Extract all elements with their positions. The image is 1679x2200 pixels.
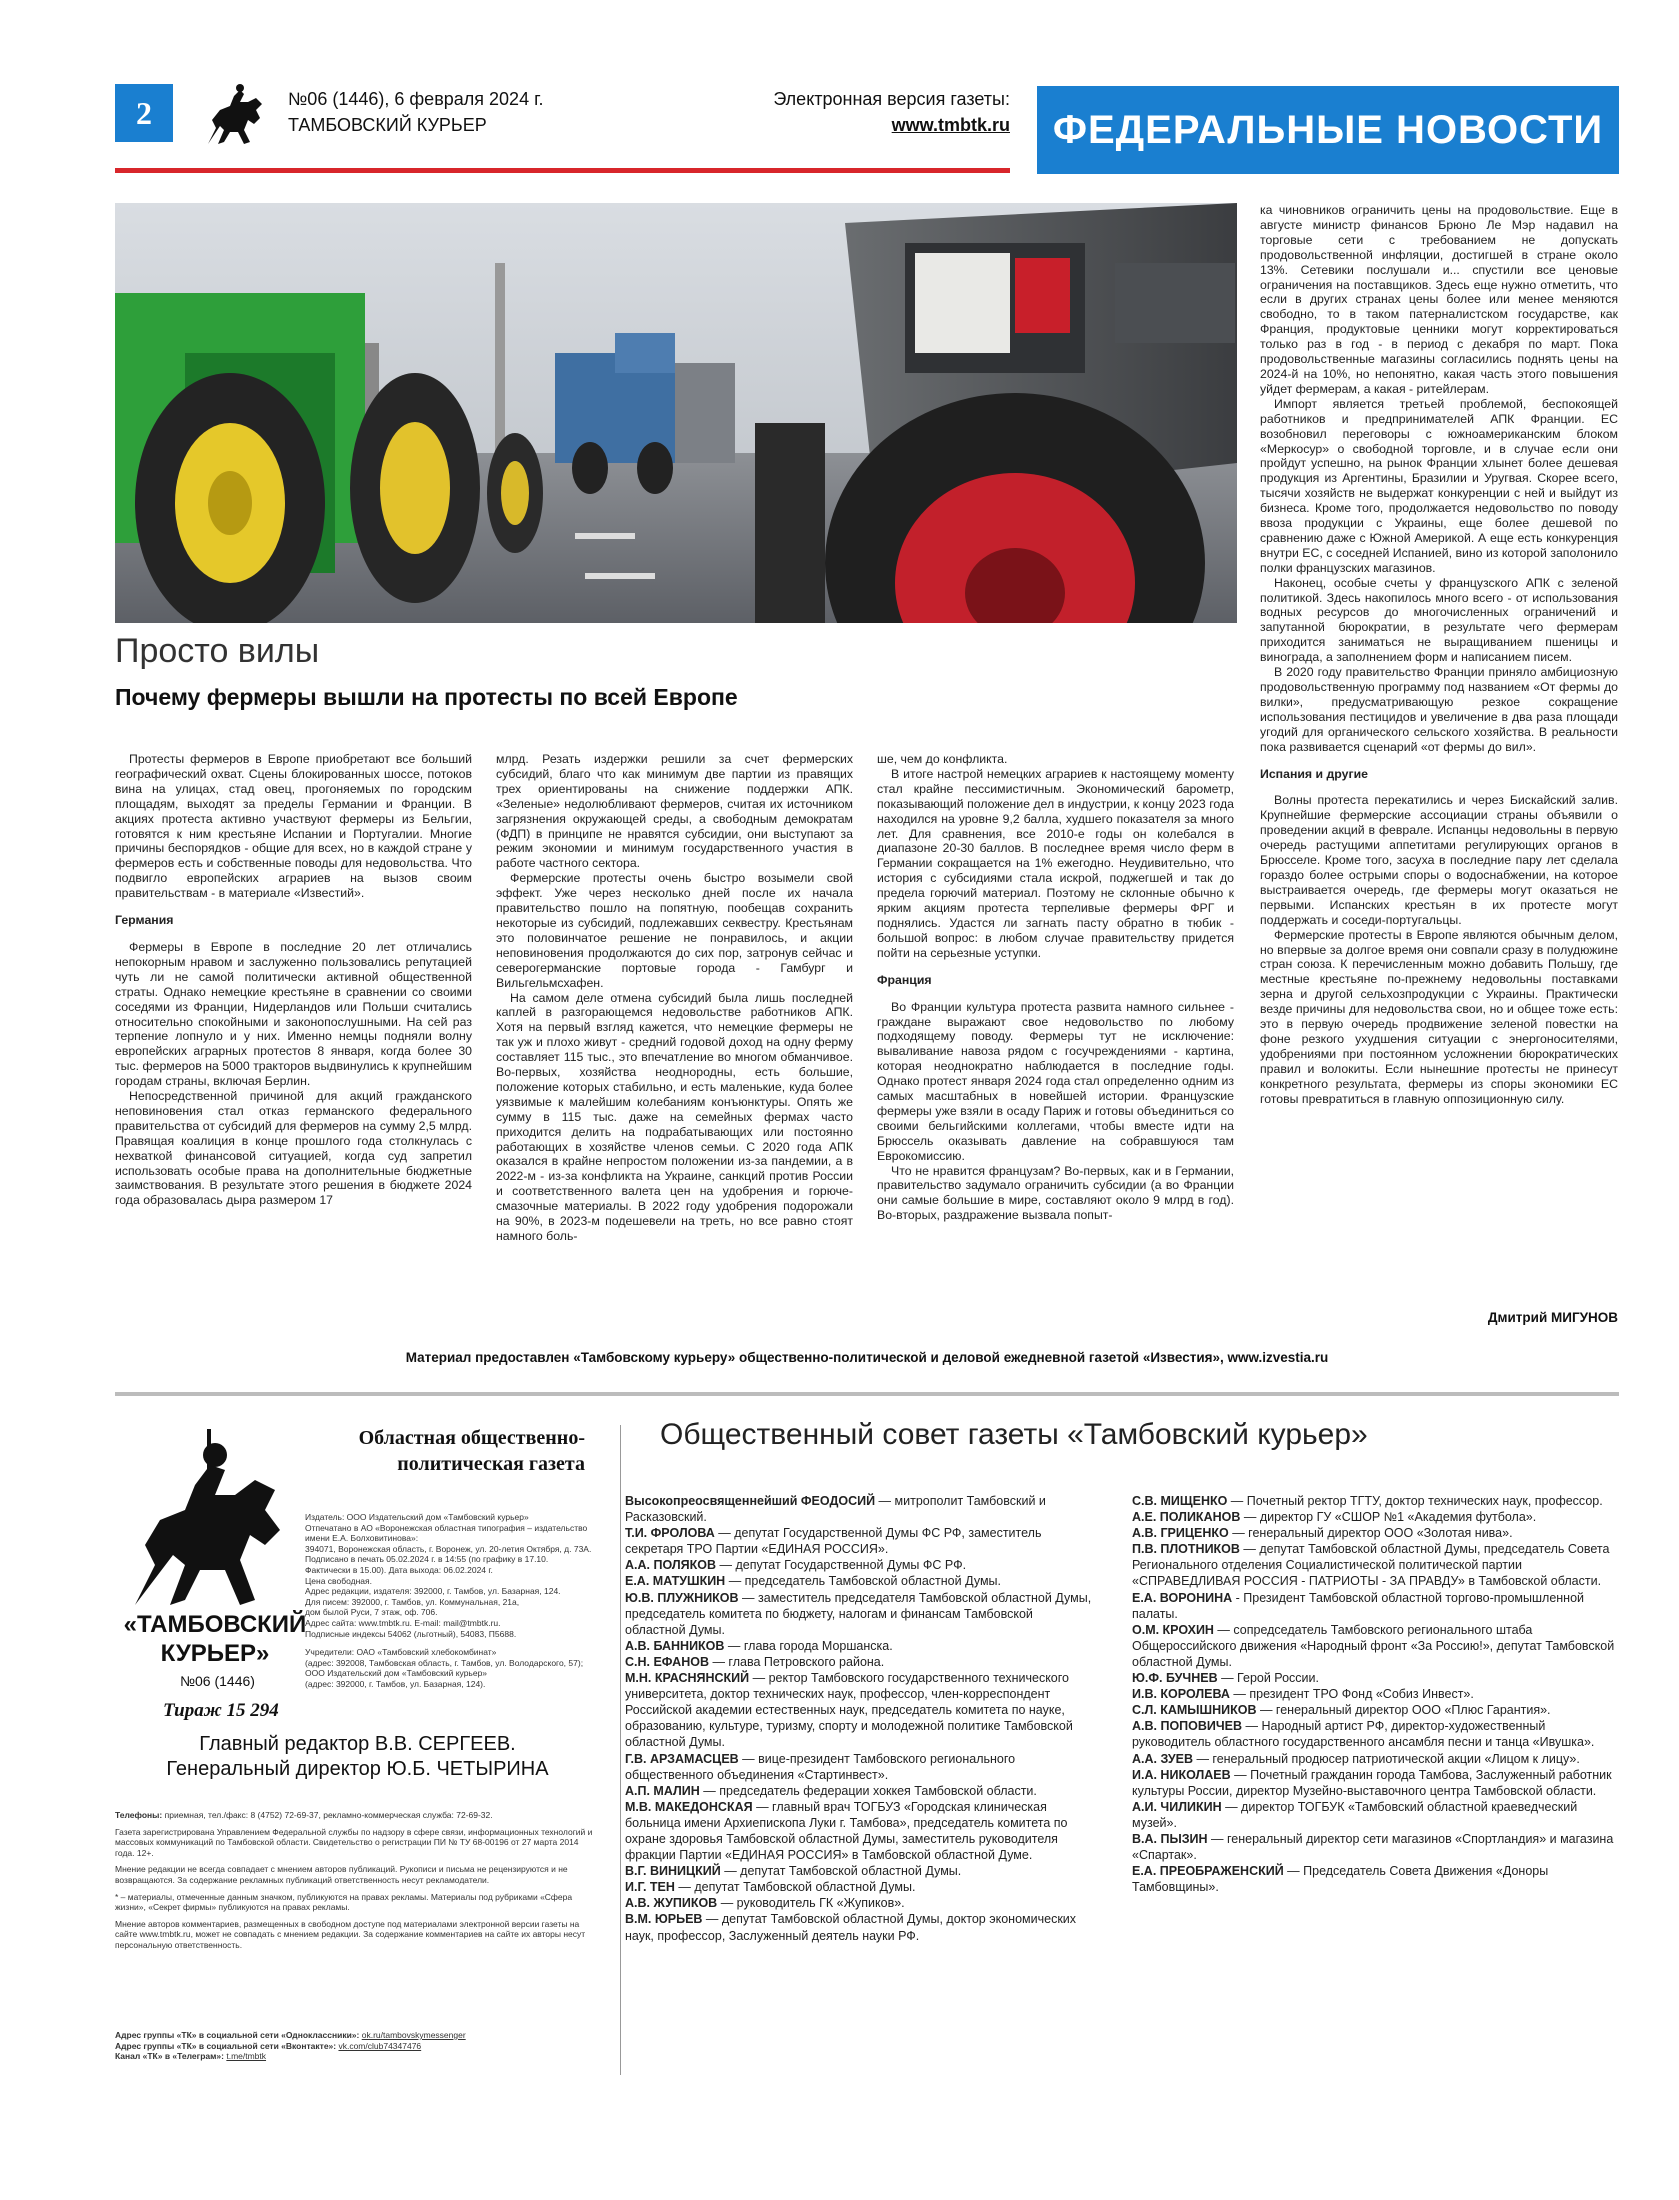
masthead-name (115, 1610, 315, 1668)
council-member-role: — глава Петровского района. (708, 1654, 885, 1669)
council-member-role: — директор ГУ «СШОР №1 «Академия футбола». (1240, 1510, 1537, 1525)
page-number: 2 (115, 84, 173, 142)
legal-note-text: Мнение авторов комментариев, размещенных в свободном доступе под материалами электронной версии газеты на сайте www.tmbtk.ru, может не совпадать с мнением редакции. За содержание комментариев на сайте их авторы несут персональную ответственность. (115, 1918, 586, 1950)
council-member-name: Ю.Ф. БУЧНЕВ (1132, 1671, 1218, 1686)
column-separator (620, 1425, 621, 2075)
imprint-line: ООО Издательский дом «Тамбовский курьер» (305, 1668, 488, 1679)
council-member-role: — депутат Государственной Думы ФС РФ, заместитель секретаря ТРО Партии «ЕДИНАЯ РОССИЯ». (625, 1526, 1042, 1557)
imprint-line (305, 1639, 605, 1647)
article-paragraph: Протесты фермеров в Европе приобретают все больший географический охват. Сцены блокированных шоссе, потоков вина на улицах, стад овец, прогоняемых по городским площадям, выходят за пределы Германии и Франции. В акциях протеста активно участвуют фермеры из Бельгии, готовятся к ним крестьяне Испании и Португалии. Многие причины беспорядков - общие для всех, но в каждой стране у фермеров есть и собственные поводы для недовольства. Что подвигло европейских аграриев на вызов своим правительствам - в материале «Известий». (115, 752, 472, 901)
council-member-role: — генеральный директор сети магазинов «Спортландия» и магазина «Спартак». (1132, 1831, 1614, 1863)
council-member (1132, 1702, 1619, 1718)
legal-note (115, 1919, 600, 1951)
council-member-role: — депутат Тамбовской областной Думы, доктор экономических наук, профессор, Заслуженный деятель науки РФ. (625, 1912, 1077, 1943)
council-member-role: — руководитель ГК «Жупиков». (717, 1896, 905, 1911)
article-paragraph: Фермеры в Европе в последние 20 лет отличались непокорным нравом и заслуженно пользовались репутацией чуть ли не самой политически активной общественной страты. Однако немецкие крестьяне в сравнении со своими соседями из Франции, Нидерландов или Польши считались относительно спокойными и законопослушными. На сей раз терпение лопнуло и у них. Именно немцы подняли волну европейских аграрных протестов 8 января, когда более 30 тыс. фермеров на 5000 тракторов выдвинулись к крупнейшим городам страны, включая Берлин. (115, 939, 472, 1089)
council-member (625, 1493, 1095, 1525)
council-member-role: — генеральный директор ООО «Плюс Гарантия». (1256, 1703, 1551, 1718)
council-member-role: — глава города Моршанска. (724, 1638, 893, 1653)
council-member (625, 1525, 1095, 1557)
social-label: Канал «ТК» в «Телеграм»: (115, 2051, 227, 2062)
council-member (1132, 1686, 1619, 1702)
eversion-label: Электронная версия газеты: (773, 89, 1010, 109)
legal-note-text: Газета зарегистрирована Управлением Федеральной службы по надзору в сфере связи, информационных технологий и массовых коммуникаций по Тамбовской области. Свидетельство о регистрации ПИ № ТУ 68-00196 от 27 марта 2014 года. 12+. (115, 1826, 593, 1858)
council-member (625, 1654, 1095, 1670)
council-member-name: А.Е. ПОЛИКАНОВ (1132, 1510, 1241, 1525)
council-member-role: - Президент Тамбовской областной торгово-промышленной палаты. (1132, 1590, 1585, 1621)
council-member-role: — депутат Тамбовской областной Думы. (674, 1880, 916, 1895)
council-member-role: — вице-президент Тамбовского регионального общественного объединения «Стартинвест». (625, 1751, 1016, 1782)
masthead-number: №06 (1446) (180, 1673, 255, 1689)
electronic-version (700, 86, 1010, 138)
council-member-name: П.В. ПЛОТНИКОВ (1132, 1542, 1240, 1557)
council-member-role: — депутат Тамбовской областной Думы, председатель Совета Регионального отделения Социалистической политической партии «СПРАВЕДЛИВАЯ РОССИЯ - ПАТРИОТЫ - ЗА ПРАВДУ» в Тамбовской области. (1132, 1542, 1610, 1589)
council-member-role: — митрополит Тамбовский и Расказовский. (625, 1494, 1046, 1525)
eversion-link[interactable]: www.tmbtk.ru (891, 115, 1010, 135)
horseman-emblem-icon (115, 1425, 310, 1610)
general-director: Генеральный директор Ю.Б. ЧЕТЫРИНА (166, 1758, 549, 1780)
article-column-2 (496, 752, 853, 1312)
article-column-3 (877, 752, 1234, 1312)
council-member (625, 1879, 1095, 1895)
header-rule (115, 168, 1010, 173)
legal-note (115, 1892, 600, 1913)
legal-note (115, 1827, 600, 1859)
council-member (1132, 1509, 1619, 1525)
editors (115, 1732, 600, 1782)
council-member-name: А.В. ГРИЦЕНКО (1132, 1526, 1229, 1541)
council-member-name: И.Г. ТЕН (625, 1880, 675, 1895)
paper-name: ТАМБОВСКИЙ КУРЬЕР (288, 115, 487, 135)
council-member-role: — Председатель Совета Движения «Доноры Тамбовщины». (1132, 1864, 1549, 1895)
council-member (1132, 1622, 1619, 1670)
council-member-name: Е.А. ПРЕОБРАЖЕНСКИЙ (1132, 1864, 1284, 1879)
council-member-name: В.М. ЮРЬЕВ (625, 1912, 703, 1927)
council-member (625, 1751, 1095, 1783)
imprint-line: Фактически в 15.00). Дата выхода: 06.02.2024 г. (305, 1564, 493, 1575)
social-link-row (115, 2051, 600, 2062)
council-member-role: — заместитель председателя Тамбовской областной Думы, председатель комитета по бюджету, налогам и финансам Тамбовской областной Думы. (625, 1590, 1092, 1637)
council-member-name: Высокопреосвященнейший ФЕОДОСИЙ (625, 1494, 876, 1508)
legal-notes (115, 1810, 600, 1957)
council-member-role: — председатель федерации хоккея Тамбовской области. (699, 1783, 1037, 1798)
council-member-name: А.А. ПОЛЯКОВ (625, 1558, 717, 1573)
council-member-name: М.В. МАКЕДОНСКАЯ (625, 1799, 753, 1814)
legal-note (115, 1864, 600, 1885)
article-paragraph: Фермерские протесты в Европе являются обычным делом, но впервые за долгое время они совпали сразу в полудюжине стран союза. К перечисленным можно добавить Польшу, где местные крестьяне по-прежнему недовольны поставками зерна и другой сельхозпродукции с Украины. Практически везде причины для недовольства свои, но и общее тоже есть: это в первую очередь продвижение зеленой повестки на фоне резкого ухудшения ситуации с энергоносителями, удобрениями при постоянном усложнении бюрократических правил и волокиты. Если нынешние протесты не принесут конкретного результата, фермеры из споры экономики ЕС готовы превратиться в главную оппозиционную силу. (1260, 927, 1618, 1106)
council-title: Общественный совет газеты «Тамбовский курьер» (660, 1418, 1368, 1451)
legal-note-label: Телефоны: (115, 1810, 165, 1820)
article-paragraph: млрд. Резать издержки решили за счет фермерских субсидий, благо что как минимум две партии из правящих трех ориентированы на снижение поддержки АПК. «Зеленые» недолюбливают фермеров, считая их источником загрязнения окружающей среды, а свободным демократам (ФДП) в принципе не нравятся субсидии, они выступают за режим экономии и минимум государственного участия в работе частного сектора. (496, 752, 853, 871)
imprint-line: Для писем: 392000, г. Тамбов, ул. Коммунальная, 21а, (305, 1596, 520, 1607)
council-member (1132, 1718, 1619, 1750)
council-member-role: — генеральный продюсер патриотической акции «Лицом к лицу». (1192, 1751, 1580, 1766)
social-links (115, 2030, 600, 2062)
imprint-line: (адрес: 392000, г. Тамбов, ул. Базарная, 124). (305, 1678, 486, 1689)
council-member-name: Е.А. МАТУШКИН (625, 1574, 726, 1589)
council-member-name: В.Г. ВИНИЦКИЙ (625, 1864, 721, 1879)
masthead-name-line1: «ТАМБОВСКИЙ (123, 1611, 307, 1638)
council-member (1132, 1670, 1619, 1686)
council-member (625, 1895, 1095, 1911)
article-paragraph: На самом деле отмена субсидий была лишь последней каплей в разгорающемся недовольстве работников АПК. Хотя на первый взгляд кажется, что немецкие фермеры не так уж и плохо живут - средний годовой доход на одну ферму составляет 115 тыс., это впечатление во многом обманчивое. Во-первых, хозяйства неоднородны, есть большие, положение которых стабильно, и есть маленькие, куда более уязвимые к малейшим колебаниям конъюнктуры. Опять же сумму в 115 тыс. даже на семейных фермах часто приходится делить на подрабатывающих или постоянно работающих в хозяйстве членов семьи. С 2020 года АПК оказался в крайне непростом положении из-за пандемии, а в 2022-м - из-за конфликта на Украине, санкций против России и соответственного валета цен на удобрения и горюче-смазочные материалы. В 2022 году удобрения подорожали на 90%, в 2023-м подешевели на треть, но все равно стоят намного боль- (496, 990, 853, 1243)
credit-text: Материал предоставлен «Тамбовскому курьеру» общественно-политической и деловой ежедневной газетой «Известия», (405, 1350, 1224, 1365)
council-member (1132, 1767, 1619, 1799)
section-rubric: ФЕДЕРАЛЬНЫЕ НОВОСТИ (1037, 86, 1619, 174)
council-member (1132, 1863, 1619, 1895)
council-member-name: А.В. ПОПОВИЧЕВ (1132, 1719, 1243, 1734)
legal-note-text: приемная, тел./факс: 8 (4752) 72-69-37, рекламно-коммерческая служба: 72-69-32. (164, 1810, 493, 1820)
council-member (1132, 1831, 1619, 1863)
credit-link[interactable]: www.izvestia.ru (1227, 1350, 1329, 1365)
council-member-name: Т.И. ФРОЛОВА (625, 1526, 715, 1541)
article-paragraph: Импорт является третьей проблемой, беспокоящей работников и предпринимателей АПК Франции. ЕС возобновил переговоры с южноамериканским блоком «Меркосур» о свободной торговле, и в случае если они пройдут успешно, на рынок Франции хлынет более дешевая продукция из Аргентины, Бразилии и Уругвая. Скорее всего, тысячи хозяйств не выдержат конкуренции с ней и выйдут из бизнеса. Кроме того, продолжается недовольство по поводу ввоза продукции с Украины, еще более дешевой по сравнению даже с Южной Америкой. А еще есть конкуренция внутри ЕС, с соседней Испанией, вино из которой заполонило полки французских магазинов. (1260, 396, 1618, 575)
council-member-name: А.П. МАЛИН (625, 1783, 700, 1798)
article-credit (115, 1350, 1619, 1365)
issue-info (288, 86, 543, 138)
legal-note-text: Мнение редакции не всегда совпадает с мнением авторов публикаций. Рукописи и письма не рецензируются и не возвращаются. За содержание рекламных публикаций ответственность несут рекламодатели. (115, 1864, 568, 1885)
section-heading: Испания и другие (1260, 766, 1369, 781)
council-member-role: — Герой России. (1217, 1671, 1319, 1686)
council-member-name: О.М. КРОХИН (1132, 1622, 1214, 1637)
social-label: Адрес группы «ТК» в социальной сети «Одноклассники»: (115, 2030, 362, 2040)
council-member-name: И.А. НИКОЛАЕВ (1132, 1767, 1231, 1782)
imprint-block (305, 1512, 605, 1690)
social-link[interactable]: ok.ru/tambovskymessenger (361, 2030, 466, 2040)
council-member-role: — председатель Тамбовской областной Думы. (725, 1574, 1001, 1589)
council-member-role: — Почетный ректор ТГТУ, доктор технических наук, профессор. (1227, 1494, 1603, 1508)
council-member-name: М.Н. КРАСНЯНСКИЙ (625, 1671, 750, 1686)
imprint-line: (адрес: 392008, Тамбовская область, г. Тамбов, ул. Володарского, 57); (305, 1657, 584, 1668)
council-member-name: А.В. ЖУПИКОВ (625, 1896, 718, 1911)
imprint-line: Учредители: ОАО «Тамбовский хлебокомбинат» (305, 1647, 497, 1658)
council-member (1132, 1590, 1619, 1622)
legal-note-text: * – материалы, отмеченные данным значком, публикуются на правах рекламы. Материалы под рубриками «Сфера жизни», «Секрет фирмы» публикуются на правах рекламы. (115, 1891, 573, 1913)
imprint-line: Отпечатано в АО «Воронежская областная типография – издательство имени Е.А. Болховитинова»: (305, 1522, 588, 1544)
council-list-left (625, 1493, 1095, 1944)
council-member-role: — директор ТОГБУК «Тамбовский областной краеведческий музей». (1132, 1799, 1578, 1830)
council-member (1132, 1541, 1619, 1589)
chief-editor: Главный редактор В.В. СЕРГЕЕВ. (199, 1733, 516, 1755)
issue-number: №06 (1446), 6 февраля 2024 г. (288, 89, 544, 109)
section-heading: Германия (115, 913, 174, 928)
council-member-name: С.Н. ЕФАНОВ (625, 1654, 709, 1669)
council-member-name: А.А. ЗУЕВ (1132, 1751, 1193, 1766)
imprint-line: дом былой Руси, 7 этаж, оф. 706. (305, 1607, 438, 1618)
article-paragraph: Волны протеста перекатились и через Бискайский залив. Крупнейшие фермерские ассоциации страны объявили о проведении акций в феврале. Испанцы недовольны в первую очередь растущими аппетитами регулирующих органов в Брюсселе. Кроме того, засуха в последние пару лет сделала гораздо более острыми споры о водоснабжении, на которое выстраивается очередь, где фермеры могут оказаться не первыми. Испанских крестьян в их протесте могут поддержать и соседи-португальцы. (1260, 793, 1618, 927)
social-link-row (115, 2030, 600, 2041)
article-paragraph: Во Франции культура протеста развита намного сильнее - граждане выражают свое недовольство по любому подходящему поводу. Фермеры тут не исключение: вываливание навоза рядом с госучреждениями - картина, которая неоднократно наблюдается в последние годы. Однако протест января 2024 года стал определенно одним из самых масштабных в новейшей истории. Французские фермеры уже взяли в осаду Париж и готовы объединиться со своими бельгийскими коллегами, чтобы вместе идти на Брюссель оказывать давление на собравшуюся там Еврокомиссию. (877, 999, 1234, 1163)
council-member (625, 1863, 1095, 1879)
council-member-name: В.А. ПЫЗИН (1132, 1831, 1208, 1846)
council-member (625, 1638, 1095, 1654)
imprint-line: Подписано в печать 05.02.2024 г. в 14:55 (по графику в 17.10. (305, 1554, 549, 1565)
imprint-line: Цена свободная. (305, 1575, 372, 1586)
masthead-name-line2: КУРЬЕР» (160, 1640, 270, 1667)
council-member-name: Е.А. ВОРОНИНА (1132, 1590, 1233, 1605)
social-link[interactable]: t.me/tmbtk (226, 2051, 267, 2062)
article-paragraph: ка чиновников ограничить цены на продовольствие. Еще в августе министр финансов Брюно Ле Мэр надавил на торговые сети с требованием не допускать продовольственной инфляции, достигшей в стране около 13%. Сетевики послушали и... спустили все ценовые ограничения на поставщиков. Здесь еще нужно отметить, что если в других странах цены более или менее меняются свободно, то в таком патерналистском государстве, как Франция, продуктовые ценники могут корректироваться только раз в год - в период с декабря по март. Пока продовольственные магазины согласились поднять цены на 2024-й на 10%, но непонятно, какая часть этого повышения уйдет фермерам, а какая - ритейлерам. (1260, 203, 1618, 396)
article-paragraph: Что не нравится французам? Во-первых, как и в Германии, правительство задумало ограничить субсидии (а во Франции они самые большие в мире, составляют около 9 млрд в год). Во-вторых, раздражение вызвала попыт- (877, 1163, 1234, 1223)
council-member-name: А.В. БАННИКОВ (625, 1638, 725, 1653)
council-member-name: А.И. ЧИЛИКИН (1132, 1799, 1222, 1814)
council-member (625, 1911, 1095, 1943)
council-member (1132, 1751, 1619, 1767)
council-member (1132, 1493, 1619, 1509)
council-member-role: — Народный артист РФ, директор-художественный руководитель областного государственного ансамбля песни и танца «Ивушка». (1132, 1719, 1595, 1750)
legal-note (115, 1810, 600, 1821)
circulation: Тираж 15 294 (163, 1700, 279, 1721)
social-link-row (115, 2041, 600, 2052)
article-paragraph: ше, чем до конфликта. (877, 752, 1008, 766)
article-paragraph: В итоге настрой немецких аграриев к настоящему моменту стал крайне пессимистичным. Экономический барометр, показывающий положение дел в индустрии, к концу 2023 года находился на уровне 9,2 балла, худшего показателя за много лет. Для сравнения, все 2010-е годы он колебался в диапазоне 20-30 баллов. В последнее время число ферм в Германии сокращается на 1% ежегодно. Неудивительно, что история с субсидиями стала искрой, поджегшей и так до предела горючий материал. Поэтому не склонные обычно к ярким акциям протеста терпеливые фермеры ФРГ и поднялись. Удастся ли загнать пасту обратно в тюбик - большой вопрос: в любом случае правительству придется пойти на серьезные уступки. (877, 766, 1234, 960)
council-member (625, 1799, 1095, 1863)
article-paragraph: Фермерские протесты очень быстро возымели свой эффект. Уже через несколько дней после их начала правительство пошло на попятную, пообещав сохранить некоторые из субсидий, подлежавших секвестру. Крестьянам это половинчатое решение не понравилось, и акции неповиновения продолжаются до сих пор, затронув сейчас и северогерманские портовые города - Гамбург и Вильгельмсхафен. (496, 871, 853, 990)
council-member-name: С.В. МИЩЕНКО (1132, 1494, 1228, 1508)
imprint-line: 394071, Воронежская область, г. Воронеж, ул. 20-летия Октября, д. 73А. (305, 1543, 592, 1554)
imprint-line: Адрес сайта: www.tmbtk.ru. E-mail: mail@tmbtk.ru. (305, 1617, 501, 1628)
council-member (625, 1573, 1095, 1589)
article-subtitle: Почему фермеры вышли на протесты по всей Европе (115, 684, 738, 710)
imprint-line: Адрес редакции, издателя: 392000, г. Тамбов, ул. Базарная, 124. (305, 1586, 561, 1597)
council-member-name: С.Л. КАМЫШНИКОВ (1132, 1703, 1257, 1718)
council-member-role: — главный врач ТОГБУЗ «Городская клиническая больница имени Архиепископа Луки г. Тамбова», председатель комитета по охране здоровья Тамбовской областной Думы, заместитель руководителя фракции Партии «ЕДИНАЯ РОССИЯ» в Тамбовской областной Думе. (625, 1799, 1068, 1863)
council-member (1132, 1525, 1619, 1541)
council-member-role: — генеральный директор ООО «Золотая нива». (1228, 1526, 1513, 1541)
tractors-photo (115, 203, 1237, 623)
council-member (625, 1590, 1095, 1638)
social-link[interactable]: vk.com/club74347476 (338, 2040, 422, 2051)
council-member (625, 1670, 1095, 1750)
horseman-logo-icon (200, 80, 272, 152)
article-column-4 (1260, 203, 1618, 1303)
section-heading: Франция (877, 972, 932, 987)
council-member (625, 1557, 1095, 1573)
council-member-name: Г.В. АРЗАМАСЦЕВ (625, 1751, 739, 1766)
article-title: Просто вилы (115, 632, 320, 670)
article-author: Дмитрий МИГУНОВ (1487, 1310, 1618, 1325)
imprint-line: Подписные индексы 54062 (льготный), 54083, П5688. (305, 1628, 517, 1639)
council-member-role: — сопредседатель Тамбовского регионального штаба Общероссийского движения «Народный фронт «За Россию!», депутат Тамбовской областной Думы. (1132, 1622, 1615, 1669)
council-member (1132, 1799, 1619, 1831)
section-divider (115, 1392, 1619, 1396)
council-list-right (1132, 1493, 1619, 1895)
article-column-1 (115, 752, 472, 1312)
council-member-role: — ректор Тамбовского государственного технического университета, доктор технических наук, профессор, член-корреспондент Российской академии естественных наук, председатель комитета по науке, образованию, культуре, туризму, спорту и молодежной политике Тамбовской областной Думы. (625, 1671, 1073, 1750)
social-label: Адрес группы «ТК» в социальной сети «Вконтакте»: (115, 2040, 339, 2051)
imprint-line: Издатель: ООО Издательский дом «Тамбовский курьер» (305, 1512, 529, 1522)
publication-type: Областная общественно-политическая газета (358, 1427, 585, 1475)
article-paragraph: В 2020 году правительство Франции приняло амбициозную продовольственную программу под названием «От фермы до вилки», предусматривающую резкое сокращение использования пестицидов и увеличение в два раза площади угодий для органического сельского хозяйства. В реальности пока развивается сценарий «от фермы до вил». (1260, 665, 1618, 754)
council-member-role: — депутат Тамбовской областной Думы. (720, 1864, 962, 1879)
council-member-role: — депутат Государственной Думы ФС РФ. (716, 1558, 967, 1573)
council-member-name: И.В. КОРОЛЕВА (1132, 1687, 1230, 1702)
article-paragraph: Непосредственной причиной для акций гражданского неповиновения стал отказ германского федерального правительства от субсидий для фермеров на сумму 2,5 млрд. Правящая коалиция в конце прошлого года столкнулась с нехваткой финансовой ситуацией, когда суд запретил использовать особые права на дополнительные бюджетные заимствования. В результате этого решения в бюджете 2024 года образовалась дыра размером 17 (115, 1089, 472, 1208)
council-member-name: Ю.В. ПЛУЖНИКОВ (625, 1590, 739, 1605)
council-member-role: — Почетный гражданин города Тамбова, Заслуженный работник культуры России, директор Музейно-выставочного центра Тамбовской области. (1132, 1767, 1612, 1798)
council-member (625, 1783, 1095, 1799)
article-paragraph: Наконец, особые счеты у французского АПК с зеленой политикой. Здесь накопилось много всего - от использования водных ресурсов до многочисленных ограничений и запутанной бюрократии, в результате чего фермерам приходится заниматься не выращиванием пшеницы и винограда, а заполнением форм и написанием писем. (1260, 575, 1618, 665)
council-member-role: — президент ТРО Фонд «Собиз Инвест». (1229, 1687, 1474, 1702)
